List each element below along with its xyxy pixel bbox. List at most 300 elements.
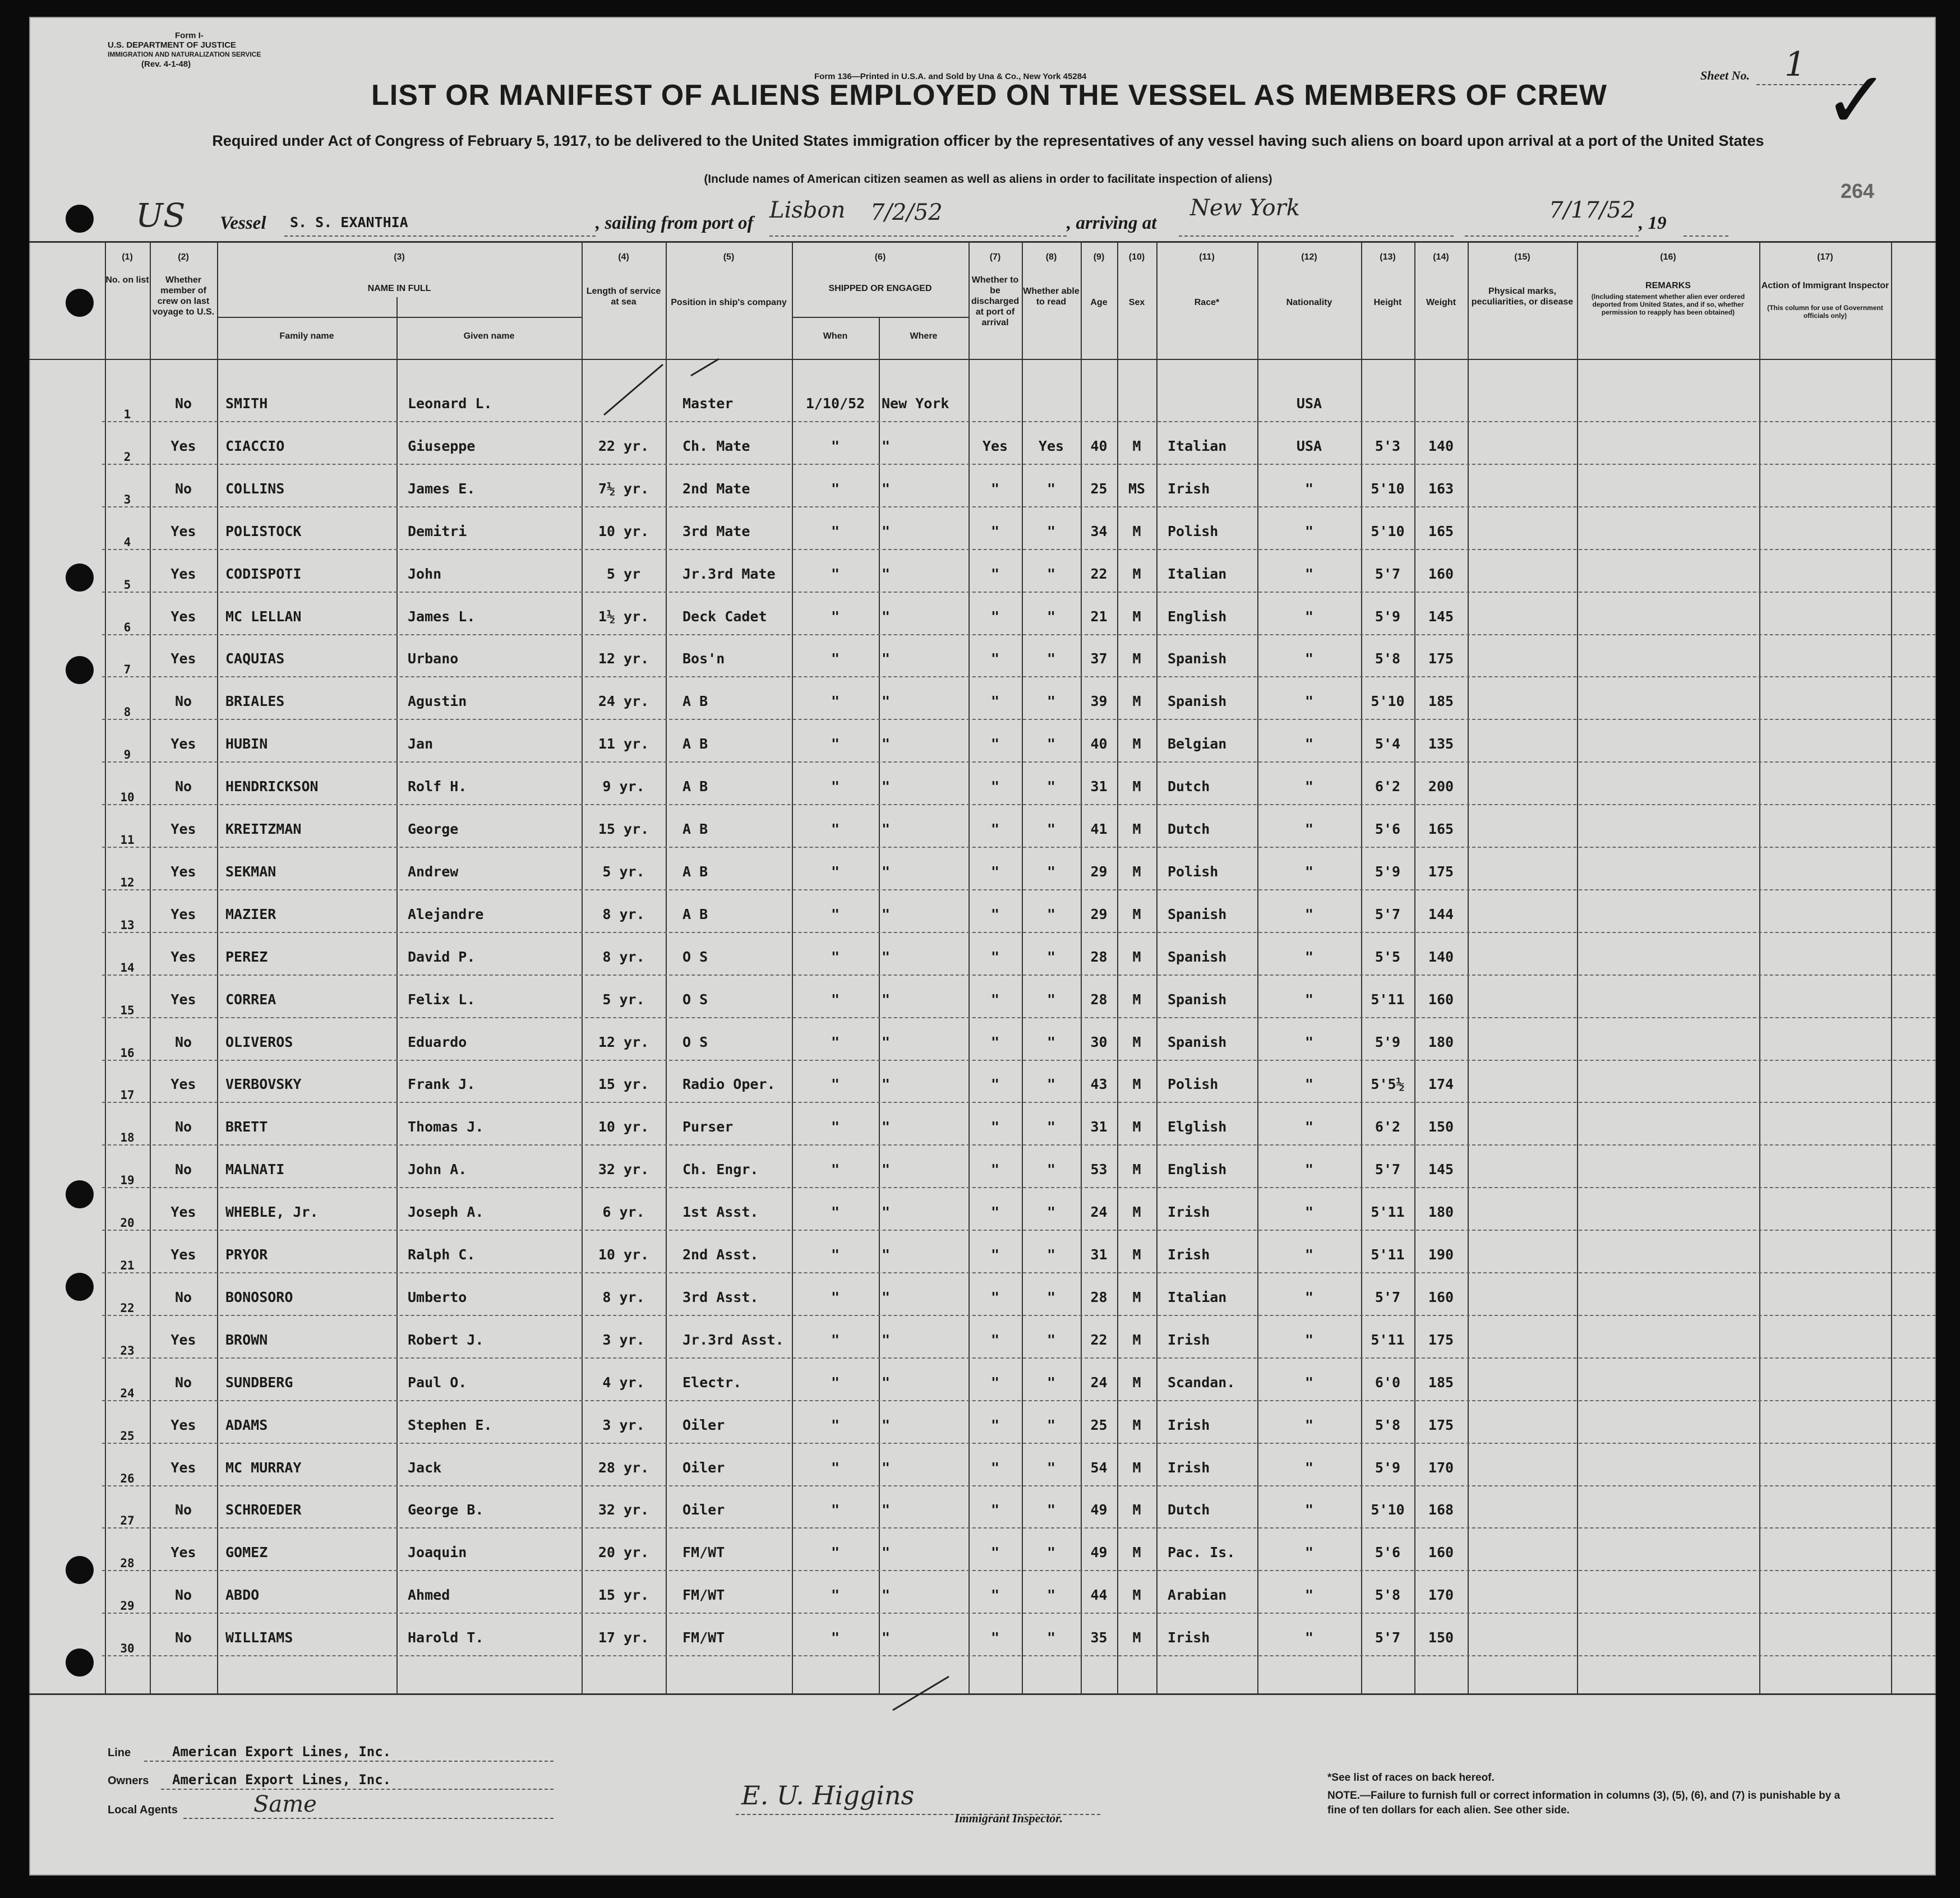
race-cell: Irish <box>1168 480 1210 497</box>
nationality-cell: " <box>1304 1331 1314 1348</box>
discharged-cell: " <box>990 480 1000 497</box>
sailing-label: , sailing from port of <box>596 213 754 233</box>
voyage-cell: Yes <box>170 991 196 1008</box>
when-cell: " <box>831 608 840 625</box>
given-name-cell: Frank J. <box>408 1076 476 1093</box>
race-cell: Scandan. <box>1168 1374 1235 1391</box>
read-cell: " <box>1046 1289 1056 1305</box>
race-cell: Dutch <box>1168 821 1210 837</box>
vessel-name: S. S. EXANTHIA <box>290 214 408 230</box>
family-name-cell: PEREZ <box>225 948 268 965</box>
family-name-cell: BONOSORO <box>225 1289 293 1305</box>
sex-cell: M <box>1132 693 1141 710</box>
read-cell: Yes <box>1038 437 1064 454</box>
nationality-cell: " <box>1304 1119 1314 1135</box>
footer-owners-value: American Export Lines, Inc. <box>172 1772 391 1788</box>
where-cell: " <box>882 1161 891 1178</box>
discharged-cell: " <box>990 821 1000 837</box>
nationality-cell: " <box>1304 1204 1314 1221</box>
given-name-cell: Eduardo <box>408 1033 467 1050</box>
height-cell: 5'11 <box>1371 1331 1405 1348</box>
race-cell: Polish <box>1168 863 1219 880</box>
age-cell: 41 <box>1090 821 1108 837</box>
where-cell: " <box>882 1076 891 1093</box>
position-cell: Radio Oper. <box>682 1076 776 1093</box>
voyage-cell: Yes <box>170 948 196 965</box>
where-cell: " <box>882 778 891 795</box>
read-cell: " <box>1046 1502 1056 1518</box>
service-cell: 10 yr. <box>598 1246 649 1263</box>
sex-cell: M <box>1132 437 1141 454</box>
height-cell: 5'9 <box>1375 863 1401 880</box>
col-header-age: Age <box>1090 298 1108 307</box>
read-cell: " <box>1046 1459 1056 1476</box>
age-cell: 43 <box>1090 1076 1108 1093</box>
age-cell: 49 <box>1090 1544 1108 1561</box>
service-cell: 32 yr. <box>598 1161 649 1178</box>
family-name-cell: MC MURRAY <box>225 1459 302 1476</box>
given-name-cell: Ralph C. <box>408 1246 476 1263</box>
age-cell: 34 <box>1090 523 1108 539</box>
where-cell: " <box>882 906 891 922</box>
check-mark-icon: ✓ <box>1824 55 1890 146</box>
position-cell: A B <box>682 693 708 710</box>
arrival-date: 7/17/52 <box>1549 197 1636 223</box>
family-name-cell: WHEBLE, Jr. <box>225 1204 319 1221</box>
sex-cell: M <box>1132 821 1141 837</box>
position-cell: Purser <box>682 1119 734 1135</box>
race-cell: Pac. Is. <box>1168 1544 1235 1561</box>
penalty-note: NOTE.—Failure to furnish full or correct information in columns (3), (5), (6), and (7) is punishable by a fine of ten dollars for each alien. See other side. <box>1327 1790 1841 1816</box>
when-cell: " <box>831 1204 840 1221</box>
discharged-cell: Yes <box>982 437 1008 454</box>
family-name-cell: POLISTOCK <box>225 523 302 539</box>
col-header-shipped: SHIPPED OR ENGAGED <box>828 284 932 293</box>
service-cell: 20 yr. <box>598 1544 649 1561</box>
sex-cell: M <box>1132 523 1141 539</box>
service-cell: 22 yr. <box>598 437 649 454</box>
position-cell: A B <box>682 736 708 752</box>
vessel-label: Vessel <box>220 213 266 233</box>
weight-cell: 163 <box>1428 480 1454 497</box>
where-cell: " <box>882 437 891 454</box>
race-cell: Spanish <box>1168 991 1227 1008</box>
sex-cell: M <box>1132 1544 1141 1561</box>
position-cell: Bos'n <box>682 650 725 667</box>
when-cell: " <box>831 1161 840 1178</box>
col-header-nationality: Nationality <box>1286 298 1332 307</box>
service-cell: 8 yr. <box>602 1289 645 1305</box>
col-header-when: When <box>823 331 848 341</box>
form-id-line: U.S. DEPARTMENT OF JUSTICE <box>108 40 236 50</box>
col-header-given: Given name <box>463 331 515 341</box>
row-number: 6 <box>123 620 131 634</box>
pen-stroke <box>893 1677 949 1710</box>
read-cell: " <box>1046 863 1056 880</box>
service-cell: 17 yr. <box>598 1629 649 1646</box>
position-cell: Master <box>682 395 734 412</box>
race-cell: Arabian <box>1168 1587 1227 1604</box>
col-num: (9) <box>1093 252 1105 262</box>
family-name-cell: SCHROEDER <box>225 1502 302 1518</box>
nationality-cell: " <box>1304 608 1314 625</box>
read-cell: " <box>1046 650 1056 667</box>
height-cell: 5'7 <box>1375 1629 1401 1646</box>
family-name-cell: ADAMS <box>225 1416 268 1433</box>
given-name-cell: David P. <box>408 948 476 965</box>
family-name-cell: CODISPOTI <box>225 565 302 582</box>
where-cell: " <box>882 1204 891 1221</box>
where-cell: " <box>882 565 891 582</box>
sex-cell: M <box>1132 948 1141 965</box>
given-name-cell: Jan <box>408 736 433 752</box>
family-name-cell: BRETT <box>225 1119 268 1135</box>
position-cell: Ch. Mate <box>682 437 750 454</box>
prefix-handwriting: US <box>136 196 186 234</box>
read-cell: " <box>1046 480 1056 497</box>
sex-cell: M <box>1132 736 1141 752</box>
nationality-cell: " <box>1304 1033 1314 1050</box>
race-cell: Italian <box>1168 1289 1227 1305</box>
nationality-cell: " <box>1304 863 1314 880</box>
given-name-cell: Andrew <box>408 863 459 880</box>
discharged-cell: " <box>990 1629 1000 1646</box>
age-cell: 28 <box>1090 1289 1108 1305</box>
row-number: 26 <box>120 1471 135 1485</box>
when-cell: " <box>831 991 840 1008</box>
sex-cell: M <box>1132 1629 1141 1646</box>
row-number: 14 <box>120 960 135 975</box>
weight-cell: 140 <box>1428 948 1454 965</box>
stamp-number: 264 <box>1841 179 1875 202</box>
age-cell: 39 <box>1090 693 1108 710</box>
discharged-cell: " <box>990 1416 1000 1433</box>
col-num: (14) <box>1433 252 1449 262</box>
nationality-cell: " <box>1304 1161 1314 1178</box>
voyage-cell: Yes <box>170 1076 196 1093</box>
read-cell: " <box>1046 1544 1056 1561</box>
weight-cell: 170 <box>1428 1587 1454 1604</box>
nationality-cell: " <box>1304 991 1314 1008</box>
discharged-cell: " <box>990 693 1000 710</box>
footer-agents-rule <box>183 1818 554 1819</box>
where-cell: " <box>882 1374 891 1391</box>
race-cell: Dutch <box>1168 1502 1210 1518</box>
height-cell: 5'9 <box>1375 1459 1401 1476</box>
voyage-cell: Yes <box>170 437 196 454</box>
weight-cell: 180 <box>1428 1204 1454 1221</box>
pen-strokes <box>29 17 1936 1876</box>
voyage-cell: Yes <box>170 821 196 837</box>
discharged-cell: " <box>990 565 1000 582</box>
col-header-discharged: Whether to be discharged at port of arrival <box>971 275 1020 327</box>
nationality-cell: " <box>1304 565 1314 582</box>
where-cell: " <box>882 948 891 965</box>
col-header-remarks: REMARKS <box>1645 281 1691 290</box>
age-cell: 37 <box>1090 650 1108 667</box>
race-cell: Spanish <box>1168 650 1227 667</box>
nationality-cell: " <box>1304 1459 1314 1476</box>
family-name-cell: HENDRICKSON <box>225 778 319 795</box>
where-cell: " <box>882 1502 891 1518</box>
discharged-cell: " <box>990 1119 1000 1135</box>
voyage-cell: No <box>174 1161 192 1178</box>
nationality-cell: " <box>1304 778 1314 795</box>
col-num: (10) <box>1128 252 1145 262</box>
given-name-cell: Stephen E. <box>408 1416 492 1433</box>
row-number: 7 <box>123 663 131 677</box>
height-cell: 5'11 <box>1371 1246 1405 1263</box>
weight-cell: 175 <box>1428 1331 1454 1348</box>
weight-cell: 140 <box>1428 437 1454 454</box>
col-num: (1) <box>122 252 133 262</box>
height-cell: 5'7 <box>1375 1161 1401 1178</box>
family-name-cell: WILLIAMS <box>225 1629 293 1646</box>
col-header-action: Action of Immigrant Inspector <box>1761 281 1889 290</box>
race-cell: Irish <box>1168 1204 1210 1221</box>
where-cell: " <box>882 863 891 880</box>
col-header-where: Where <box>910 331 938 341</box>
footer-line-label: Line <box>108 1747 131 1759</box>
sex-cell: M <box>1132 1416 1141 1433</box>
voyage-cell: Yes <box>170 1416 196 1433</box>
read-cell: " <box>1046 523 1056 539</box>
service-cell: 11 yr. <box>598 736 649 752</box>
race-cell: Spanish <box>1168 693 1227 710</box>
col-num: (5) <box>723 252 735 262</box>
family-name-cell: MC LELLAN <box>225 608 302 625</box>
given-name-cell: George <box>408 821 459 837</box>
weight-cell: 175 <box>1428 650 1454 667</box>
weight-cell: 135 <box>1428 736 1454 752</box>
family-name-cell: GOMEZ <box>225 1544 268 1561</box>
when-cell: " <box>831 1587 840 1604</box>
position-cell: A B <box>682 821 708 837</box>
race-cell: Irish <box>1168 1416 1210 1433</box>
height-cell: 5'4 <box>1375 736 1401 752</box>
subtitle-note: (Include names of American citizen seamen as well as aliens in order to facilitate inspection of aliens) <box>704 173 1272 186</box>
sailing-date: 7/2/52 <box>870 200 943 225</box>
race-cell: Spanish <box>1168 906 1227 922</box>
when-cell: " <box>831 736 840 752</box>
age-cell: 31 <box>1090 778 1108 795</box>
service-cell: 15 yr. <box>598 821 649 837</box>
where-cell: " <box>882 1246 891 1263</box>
col-header-marks: Physical marks, peculiarities, or disease <box>1471 287 1574 307</box>
col-num: (4) <box>618 252 629 262</box>
age-cell: 30 <box>1090 1033 1108 1050</box>
sex-cell: M <box>1132 991 1141 1008</box>
read-cell: " <box>1046 1374 1056 1391</box>
race-cell: Dutch <box>1168 778 1210 795</box>
where-cell: New York <box>882 395 949 412</box>
voyage-cell: Yes <box>170 736 196 752</box>
age-cell: 21 <box>1090 608 1108 625</box>
race-cell: Italian <box>1168 565 1227 582</box>
where-cell: " <box>882 1033 891 1050</box>
age-cell: 22 <box>1090 1331 1108 1348</box>
service-cell: 4 yr. <box>602 1374 645 1391</box>
col-num: (16) <box>1660 252 1676 262</box>
height-cell: 6'0 <box>1375 1374 1401 1391</box>
races-note: *See list of races on back hereof. <box>1327 1772 1495 1784</box>
col-header-no: No. on list <box>105 275 149 285</box>
family-name-cell: CORREA <box>225 991 276 1008</box>
col-num: (7) <box>989 252 1001 262</box>
voyage-cell: Yes <box>170 863 196 880</box>
weight-cell: 144 <box>1428 906 1454 922</box>
service-cell: 1½ yr. <box>598 608 649 625</box>
page-title: LIST OR MANIFEST OF ALIENS EMPLOYED ON THE VESSEL AS MEMBERS OF CREW <box>371 79 1607 112</box>
age-cell: 25 <box>1090 1416 1108 1433</box>
read-cell: " <box>1046 1033 1056 1050</box>
nationality-cell: " <box>1304 480 1314 497</box>
height-cell: 5'8 <box>1375 650 1401 667</box>
where-cell: " <box>882 1629 891 1646</box>
race-cell: Polish <box>1168 1076 1219 1093</box>
service-cell: 7½ yr. <box>598 480 649 497</box>
row-number: 8 <box>123 705 131 719</box>
service-cell: 8 yr. <box>602 948 645 965</box>
nationality-cell: " <box>1304 1076 1314 1093</box>
nationality-cell: " <box>1304 1374 1314 1391</box>
discharged-cell: " <box>990 778 1000 795</box>
when-cell: " <box>831 778 840 795</box>
col-num: (17) <box>1817 252 1833 262</box>
weight-cell: 160 <box>1428 1289 1454 1305</box>
height-cell: 6'2 <box>1375 1119 1401 1135</box>
family-name-cell: MAZIER <box>225 906 276 922</box>
weight-cell: 180 <box>1428 1033 1454 1050</box>
age-cell: 28 <box>1090 948 1108 965</box>
family-name-cell: COLLINS <box>225 480 285 497</box>
row-number: 29 <box>120 1599 135 1613</box>
discharged-cell: " <box>990 523 1000 539</box>
nationality-cell: " <box>1304 1629 1314 1646</box>
given-name-cell: Giuseppe <box>408 437 476 454</box>
where-cell: " <box>882 1544 891 1561</box>
col-num: (11) <box>1199 252 1215 262</box>
voyage-cell: No <box>174 1119 192 1135</box>
when-cell: " <box>831 1502 840 1518</box>
nationality-cell: " <box>1304 1502 1314 1518</box>
height-cell: 5'9 <box>1375 608 1401 625</box>
col-header-action-sub: (This column for use of Government officials only) <box>1767 304 1883 320</box>
voyage-cell: Yes <box>170 565 196 582</box>
when-cell: " <box>831 1119 840 1135</box>
weight-cell: 185 <box>1428 1374 1454 1391</box>
position-cell: Electr. <box>682 1374 742 1391</box>
given-name-cell: Jack <box>408 1459 442 1476</box>
col-num: (2) <box>178 252 189 262</box>
discharged-cell: " <box>990 906 1000 922</box>
height-cell: 5'10 <box>1371 523 1405 539</box>
read-cell: " <box>1046 1161 1056 1178</box>
where-cell: " <box>882 1416 891 1433</box>
sex-cell: M <box>1132 1204 1141 1221</box>
family-name-cell: SMITH <box>225 395 268 412</box>
sheet-label: Sheet No. <box>1700 68 1750 82</box>
inspector-label: Immigrant Inspector. <box>954 1811 1063 1825</box>
weight-cell: 170 <box>1428 1459 1454 1476</box>
voyage-cell: No <box>174 1374 192 1391</box>
discharged-cell: " <box>990 1246 1000 1263</box>
given-name-cell: Demitri <box>408 523 467 539</box>
sex-cell: M <box>1132 1076 1141 1093</box>
service-cell: 15 yr. <box>598 1076 649 1093</box>
position-cell: 3rd Mate <box>682 523 750 539</box>
given-name-cell: Felix L. <box>408 991 476 1008</box>
when-cell: " <box>831 650 840 667</box>
row-number: 24 <box>120 1386 135 1400</box>
pen-stroke <box>604 364 663 415</box>
read-cell: " <box>1046 1587 1056 1604</box>
position-cell: Jr.3rd Mate <box>682 565 776 582</box>
sex-cell: M <box>1132 1289 1141 1305</box>
row-number: 5 <box>123 578 131 592</box>
age-cell: 49 <box>1090 1502 1108 1518</box>
row-number: 12 <box>120 875 135 889</box>
height-cell: 5'10 <box>1371 480 1405 497</box>
race-cell: Irish <box>1168 1246 1210 1263</box>
when-cell: " <box>831 1459 840 1476</box>
col-header-remarks-sub: (Including statement whether alien ever ordered deported from United States, and if so, whether permission to reapply has been obtained) <box>1591 293 1745 316</box>
weight-cell: 190 <box>1428 1246 1454 1263</box>
race-cell: Spanish <box>1168 948 1227 965</box>
race-cell: Irish <box>1168 1459 1210 1476</box>
family-name-cell: HUBIN <box>225 736 268 752</box>
position-cell: O S <box>682 948 708 965</box>
height-cell: 5'11 <box>1371 1204 1405 1221</box>
position-cell: Oiler <box>682 1502 725 1518</box>
voyage-cell: Yes <box>170 650 196 667</box>
sex-cell: M <box>1132 565 1141 582</box>
sex-cell: M <box>1132 1331 1141 1348</box>
where-cell: " <box>882 693 891 710</box>
sex-cell: M <box>1132 650 1141 667</box>
weight-cell: 160 <box>1428 991 1454 1008</box>
col-num: (13) <box>1380 252 1396 262</box>
subtitle: Required under Act of Congress of February 5, 1917, to be delivered to the United States immigration officer by the representatives of any vessel having such aliens on board upon arrival at a port of the United States <box>212 132 1764 149</box>
where-cell: " <box>882 991 891 1008</box>
row-number: 21 <box>120 1259 135 1272</box>
footer-owners-label: Owners <box>108 1775 149 1787</box>
service-cell: 28 yr. <box>598 1459 649 1476</box>
position-cell: O S <box>682 991 708 1008</box>
when-cell: " <box>831 948 840 965</box>
voyage-cell: No <box>174 395 192 412</box>
race-cell: Elglish <box>1168 1119 1227 1135</box>
age-cell: 40 <box>1090 437 1108 454</box>
when-cell: " <box>831 1416 840 1433</box>
read-cell: " <box>1046 736 1056 752</box>
col-num: (3) <box>394 252 405 262</box>
sex-cell: M <box>1132 778 1141 795</box>
voyage-cell: Yes <box>170 608 196 625</box>
when-cell: " <box>831 821 840 837</box>
where-cell: " <box>882 1289 891 1305</box>
position-cell: 1st Asst. <box>682 1204 759 1221</box>
service-cell: 15 yr. <box>598 1587 649 1604</box>
weight-cell: 174 <box>1428 1076 1454 1093</box>
height-cell: 5'8 <box>1375 1587 1401 1604</box>
when-cell: " <box>831 565 840 582</box>
where-cell: " <box>882 821 891 837</box>
service-cell: 9 yr. <box>602 778 645 795</box>
discharged-cell: " <box>990 1502 1000 1518</box>
position-cell: FM/WT <box>682 1587 725 1604</box>
height-cell: 5'6 <box>1375 1544 1401 1561</box>
